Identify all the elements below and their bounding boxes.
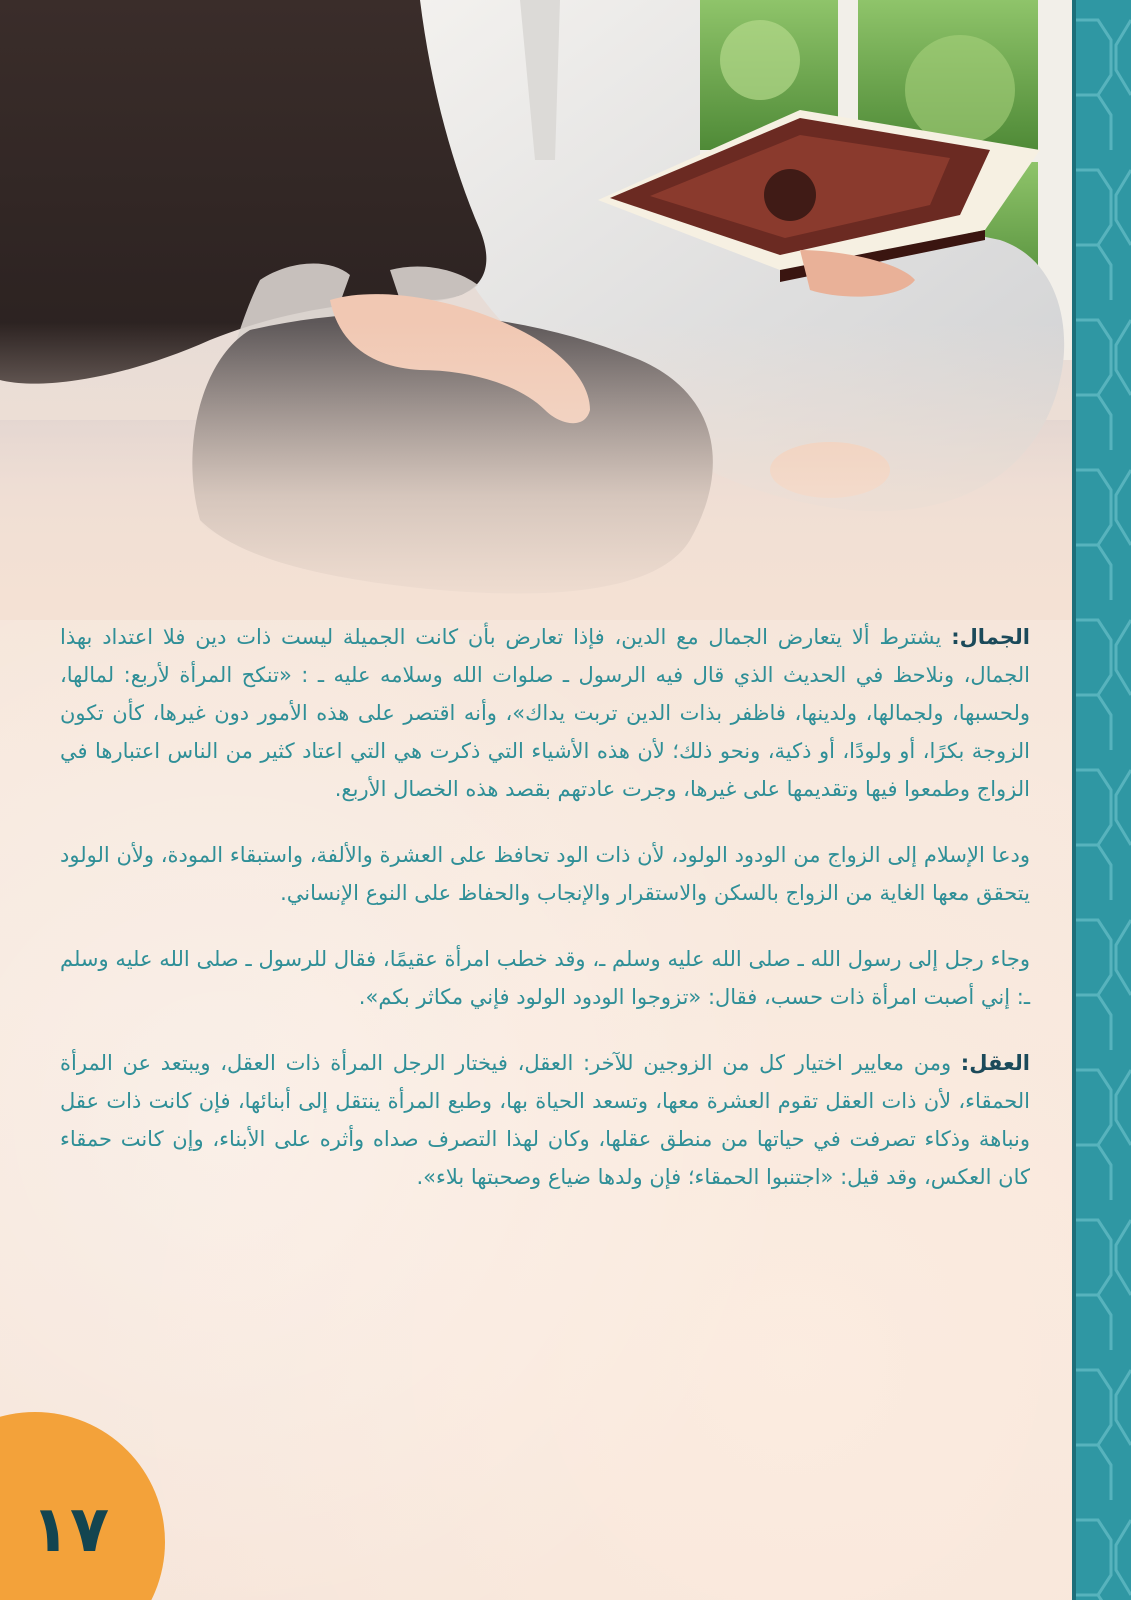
couple-reading-quran-illustration	[0, 0, 1072, 620]
geometric-pattern-icon	[1076, 0, 1131, 1600]
paragraph-intellect	[60, 1044, 1030, 1196]
term-intellect: العقل:	[960, 1051, 1030, 1075]
paragraph-text: يشترط ألا يتعارض الجمال مع الدين، فإذا تعارض بأن كانت الجميلة ليست ذات دين فلا اعتداد بهذا الجمال، ونلاحظ في الحديث الذي قال فيه الرسول ـ صلوات الله وسلامه عليه ـ : «تنكح المرأة لأربع: لمالها، ولحسبها، ولجمالها، ولدينها، فاظفر بذات الدين تربت يداك»، وأنه اقتصر على هذه الأمور دون غيرها، كأن تكون الزوجة بكرًا، أو ولودًا، أو ذكية، ونحو ذلك؛ لأن هذه الأشياء التي ذكرت هي التي اعتاد كثير من الناس اعتبارها في الزواج وطمعوا فيها وتقديمها على غيرها، وجرت عادتهم بقصد هذه الخصال الأربع.	[60, 625, 1030, 801]
page-number: ١٧	[30, 1493, 110, 1567]
hero-illustration	[0, 0, 1072, 620]
paragraph-hadith	[60, 940, 1030, 1016]
article-body	[60, 618, 1030, 1224]
paragraph-text: ودعا الإسلام إلى الزواج من الودود الولود، لأن ذات الود تحافظ على العشرة والألفة، واستبقاء المودة، ولأن الولود يتحقق معها الغاية من الزواج بالسكن والاستقرار والإنجاب والحفاظ على النوع الإنساني.	[60, 843, 1030, 905]
term-beauty: الجمال:	[951, 625, 1030, 649]
paragraph-text: وجاء رجل إلى رسول الله ـ صلى الله عليه وسلم ـ، وقد خطب امرأة عقيمًا، فقال للرسول ـ صلى الله عليه وسلم ـ: إني أصبت امرأة ذات حسب، فقال: «تزوجوا الودود الولود فإني مكاثر بكم».	[60, 947, 1030, 1009]
paragraph-beauty	[60, 618, 1030, 808]
paragraph-affectionate	[60, 836, 1030, 912]
decorative-side-border	[1072, 0, 1131, 1600]
paragraph-text: ومن معايير اختيار كل من الزوجين للآخر: العقل، فيختار الرجل المرأة ذات العقل، ويبتعد عن المرأة الحمقاء، لأن ذات العقل تقوم العشرة معها، وتسعد الحياة بها، وطبع المرأة ينتقل إلى أبنائها، فإن كانت ذات عقل ونباهة وذكاء تصرفت في حياتها من منطق عقلها، وكان لهذا التصرف صداه وأثره على الأبناء، وإن كانت حمقاء كان العكس، وقد قيل: «اجتنبوا الحمقاء؛ فإن ولدها ضياع وصحبتها بلاء».	[60, 1051, 1030, 1189]
